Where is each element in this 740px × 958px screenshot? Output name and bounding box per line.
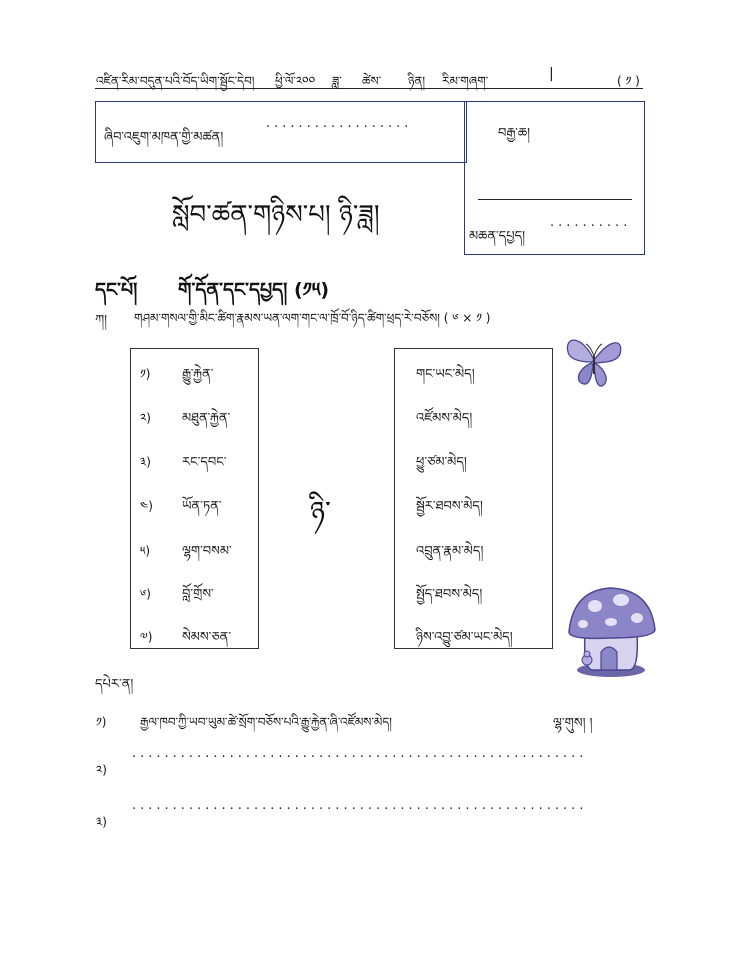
right-item-text: སྦྱོར་ཐབས་མེད། (416, 499, 483, 514)
right-item-text: ཕྱུ་ཙམ་མེད། (416, 455, 467, 470)
score-line[interactable] (478, 199, 632, 200)
left-item-number: ༣) (140, 455, 151, 469)
right-item-text: སྤྱོད་ཐབས་མེད། (416, 587, 483, 602)
left-item-text: རྒྱུ་རྐྱེན་ (182, 367, 214, 382)
header-month: ཟླ་ (332, 74, 342, 88)
score-label: བརྒྱ་ཆ། (498, 126, 530, 141)
left-item-number: ༦) (140, 587, 151, 601)
example-label: དཔེར་ན། (95, 677, 134, 692)
section-subtitle: གོ་དོན་དང་དཔྱད། (༡༥) (178, 279, 330, 301)
example-number: ༡) (96, 715, 107, 729)
left-item-number: ༤) (140, 499, 153, 513)
header-rule (95, 88, 643, 89)
page-number: ( ༡ ) (617, 74, 640, 88)
left-item-text: སེམས་ཅན་ (182, 630, 232, 645)
answer-line[interactable]: ························································ (132, 750, 588, 765)
answer-number: ༣) (96, 815, 107, 829)
example-answer: ལྷ་གུས། ། (553, 716, 593, 731)
left-item-number: ༧) (140, 630, 153, 644)
answer-number: ༢) (96, 763, 107, 777)
left-item-text: རང་དབང་ (182, 455, 227, 470)
header-day: ཚེས་ (362, 74, 382, 88)
right-item-text: གང་ཡང་མེད། (416, 367, 475, 382)
header-separator: | (549, 66, 554, 82)
butterfly-icon (562, 330, 626, 390)
right-item-text: འཛོམས་མེད། (416, 411, 473, 426)
left-item-number: ༥) (140, 544, 151, 558)
header-weekday: ཉིན། (408, 74, 426, 88)
right-item-text: ཉིས་འབྱུ་ཙམ་ཡང་མེད། (416, 630, 513, 645)
header-title: འཛིན་རིམ་བདུན་པའི་བོད་ཡིག་སྦྱོང་དེབ། (96, 74, 255, 88)
total-label: མཆན་དཔྱད། (469, 229, 526, 244)
center-mark: ཉི་ (310, 495, 331, 528)
question-number: ཀ། (95, 313, 108, 328)
left-item-text: བློ་གྲོས་ (182, 587, 214, 602)
left-item-number: ༡) (140, 367, 151, 381)
answer-line[interactable]: ························································ (132, 802, 588, 817)
question-text: གཤམ་གསལ་གྱི་མིང་ཚིག་རྣམས་ཡན་ལག་གང་ལ་ཁྲོ་བོ་ཉིད་ཚིག་ཕྲད་རེ་བཅོས། ( ༦ × ༡ ) (134, 311, 491, 325)
mushroom-house-icon (563, 584, 659, 680)
left-item-text: ལྷག་བསམ་ (182, 544, 232, 559)
example-text: རྒྱལ་ཁབ་ཀྱི་ཡབ་ཡུམ་ཚེ་སྲོག་བཅོས་པའི་རྒྱུ་རྐྱེན་ཞི་འཛོམས་མེད། (140, 715, 392, 729)
header-period: རིམ་གཞག་ (442, 74, 489, 88)
left-item-number: ༢) (140, 411, 151, 425)
total-field[interactable]: ·········· (550, 219, 632, 234)
right-item-text: འབྲུན་རྣམ་མེད། (416, 544, 484, 559)
name-label: ཞིབ་འཇུག་མཁན་གྱི་མཚན། (104, 130, 224, 145)
left-item-text: མཐུན་རྐྱེན་ (182, 411, 231, 426)
header-year: ཕྱི་ལོ་༢༠༠ (275, 74, 316, 88)
left-item-text: ཡོན་ཏན་ (182, 499, 222, 514)
lesson-title: སློབ་ཚན་གཉིས་པ། ཉི་ཟླ། (172, 200, 380, 230)
name-field[interactable]: ·················· (266, 120, 413, 135)
section-title: དང་པོ། (95, 279, 138, 301)
